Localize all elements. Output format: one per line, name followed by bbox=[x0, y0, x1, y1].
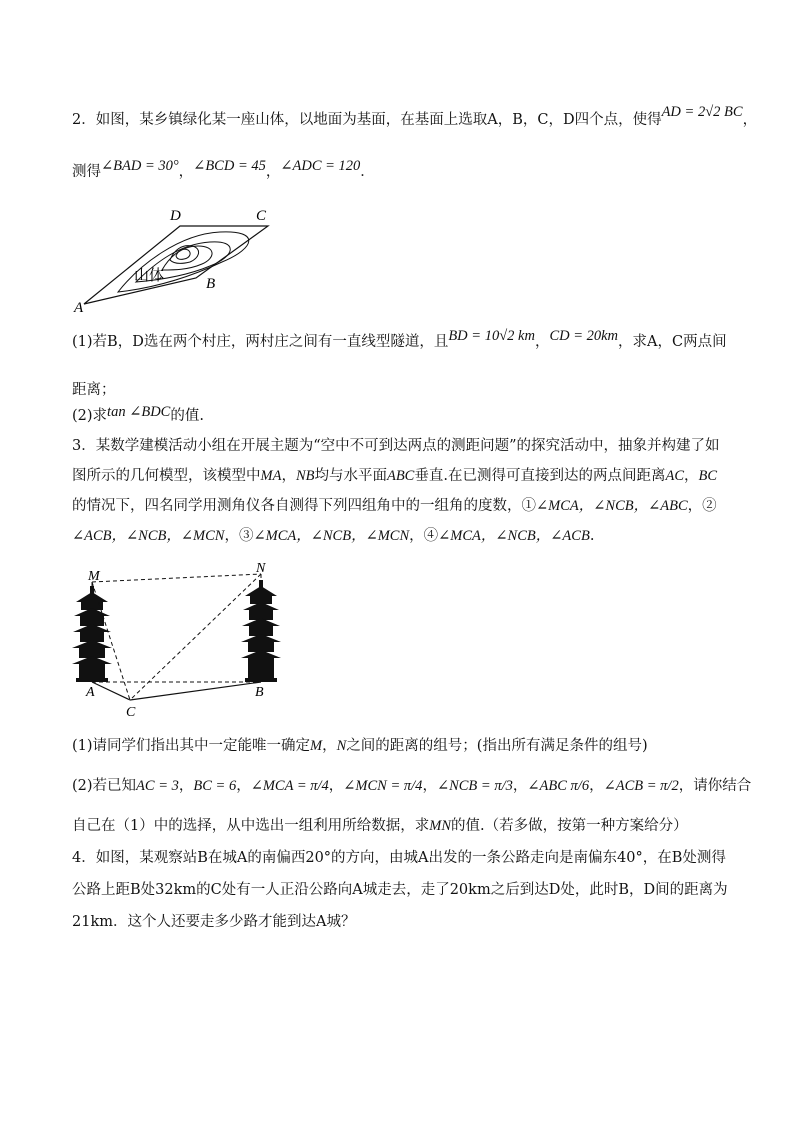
p3-text-e: 的情况下，四名同学用测角仪各自测得下列四组角中的一组角的度数，① bbox=[72, 498, 536, 514]
p3-comma: ， bbox=[589, 778, 604, 794]
p2-q2 bbox=[72, 406, 204, 426]
p3-line3 bbox=[72, 496, 717, 516]
p3-line4 bbox=[72, 526, 594, 546]
p2-angle-bcd: ∠BCD = 45 bbox=[193, 158, 266, 174]
p3-mca: ∠MCA = π/4 bbox=[250, 778, 329, 794]
p3-q1 bbox=[72, 736, 648, 756]
p3-group2: ∠ACB，∠NCB，∠MCN bbox=[72, 528, 225, 544]
p3-q1-rest: 之间的距离的组号；(指出所有满足条件的组号) bbox=[346, 738, 648, 754]
p2-q1-text: (1)若B，D选在两个村庄，两村庄之间有一直线型隧道，且 bbox=[72, 334, 449, 350]
p3-ac-val: AC = 3 bbox=[136, 778, 179, 794]
p2-comma: ， bbox=[178, 164, 194, 180]
p3-ncb: ∠NCB = π/3 bbox=[436, 778, 513, 794]
p4-line3: 21km．这个人还要走多少路才能到达A城？ bbox=[72, 914, 356, 930]
label-d: D bbox=[170, 208, 181, 224]
p3-text-f: ，② bbox=[687, 498, 717, 514]
p2-tan-bdc: tan ∠BDC bbox=[107, 404, 171, 420]
line-bc bbox=[130, 682, 261, 700]
label-a: A bbox=[74, 300, 84, 315]
line-mn bbox=[92, 574, 261, 582]
p3-comma: ， bbox=[684, 468, 699, 484]
p3-q2-tail: ，请你结合 bbox=[678, 778, 752, 794]
p2-q1-line2: 距离； bbox=[72, 382, 116, 398]
p2-comma: ， bbox=[742, 112, 758, 128]
p2-q1 bbox=[72, 328, 727, 352]
p3-group3: ∠MCA，∠NCB，∠MCN bbox=[253, 528, 410, 544]
p4-line2: 公路上距B处32km的C处有一人正沿公路向A城走去，走了20km之后到达D处，此时B，D间的距离为 bbox=[72, 882, 728, 898]
p2-angle-bad: ∠BAD = 30° bbox=[101, 158, 179, 174]
p3-text-a: 图所示的几何模型，该模型中 bbox=[72, 468, 261, 484]
p3-nb: NB bbox=[295, 468, 315, 484]
p2-line1 bbox=[72, 104, 758, 130]
p2-cd: CD = 20km bbox=[549, 328, 619, 344]
p2-q1-post: ，求A，C两点间 bbox=[618, 334, 727, 350]
p2-angle-adc: ∠ADC = 120 bbox=[280, 158, 361, 174]
p3-q2-line2 bbox=[72, 816, 688, 836]
line-ac bbox=[92, 682, 130, 700]
p3-text-c: 均与水平面 bbox=[314, 468, 387, 484]
p3-text-d: 垂直.在已测得可直接到达的两点间距离 bbox=[414, 468, 666, 484]
p3-comma: ， bbox=[328, 778, 344, 794]
p3-ma: MA bbox=[260, 468, 282, 484]
p3-q2 bbox=[72, 776, 751, 796]
p3-abc-angle: ∠ABC π/6 bbox=[527, 778, 590, 794]
p3-acb: ∠ACB = π/2 bbox=[603, 778, 679, 794]
p3-abc: ABC bbox=[386, 468, 415, 484]
p2-cond-ad: AD = 2√2 BC bbox=[661, 104, 743, 120]
p3-q1-m: M bbox=[310, 738, 323, 754]
p3-comma: ， bbox=[281, 468, 296, 484]
p2-q2-post: 的值. bbox=[170, 408, 204, 424]
p3-comma: ， bbox=[512, 778, 528, 794]
p3-group4: ∠MCA，∠NCB，∠ACB bbox=[438, 528, 590, 544]
p3-text-h: ，④ bbox=[409, 528, 439, 544]
p3-bc: BC bbox=[698, 468, 718, 484]
p4-line1: 4．如图，某观察站B在城A的南偏西20°的方向，由城A出发的一条公路走向是南偏东40°，在B处测得 bbox=[72, 850, 726, 866]
line-nc bbox=[130, 574, 261, 700]
p3-line2 bbox=[72, 466, 717, 486]
p3-q1-text: (1)请同学们指出其中一定能唯一确定 bbox=[72, 738, 311, 754]
label-mountain: 山体 bbox=[134, 268, 165, 284]
label-m: M bbox=[88, 569, 100, 584]
p2-line2 bbox=[72, 158, 375, 182]
p3-line1: 3．某数学建模活动小组在开展主题为“空中不可到达两点的测距问题”的探究活动中，抽象并构建了如 bbox=[72, 438, 720, 454]
p3-q2-text3: 的值.（若多做，按第一种方案给分） bbox=[450, 818, 688, 834]
label-n: N bbox=[256, 561, 266, 576]
p3-q2-text: (2)若已知 bbox=[72, 778, 137, 794]
p3-q2-text2: 自己在（1）中的选择，从中选出一组利用所给数据，求 bbox=[72, 818, 430, 834]
p3-q1-n: N bbox=[336, 738, 347, 754]
p3-comma: ， bbox=[178, 778, 194, 794]
p3-comma: ， bbox=[422, 778, 437, 794]
label-c: C bbox=[256, 208, 267, 224]
label-a: A bbox=[86, 685, 95, 700]
p2-end: ． bbox=[360, 164, 375, 180]
p3-ac: AC bbox=[665, 468, 684, 484]
p2-bd: BD = 10√2 km bbox=[448, 328, 535, 344]
p3-bc-val: BC = 6 bbox=[193, 778, 237, 794]
p3-text-g: ，③ bbox=[224, 528, 254, 544]
p3-end: . bbox=[589, 528, 595, 544]
quadrilateral-abcd bbox=[84, 226, 268, 304]
p2-text1: 2．如图，某乡镇绿化某一座山体，以地面为基面，在基面上选取A，B，C，D四个点，使得 bbox=[72, 112, 662, 128]
p2-q2-text: (2)求 bbox=[72, 408, 108, 424]
p3-pagoda-figure bbox=[72, 560, 292, 720]
p3-mcn: ∠MCN = π/4 bbox=[343, 778, 423, 794]
p2-measured: 测得 bbox=[72, 164, 101, 180]
label-b: B bbox=[255, 685, 264, 700]
p3-mn: MN bbox=[429, 818, 451, 834]
p3-comma: ， bbox=[236, 778, 251, 794]
p2-comma: ， bbox=[534, 334, 550, 350]
p3-group1: ∠MCA，∠NCB，∠ABC bbox=[536, 498, 688, 514]
label-b: B bbox=[206, 276, 216, 292]
label-c: C bbox=[126, 705, 136, 720]
p3-q1-comma: ， bbox=[322, 738, 337, 754]
p2-comma: ， bbox=[265, 164, 281, 180]
p2-mountain-figure bbox=[70, 200, 300, 315]
